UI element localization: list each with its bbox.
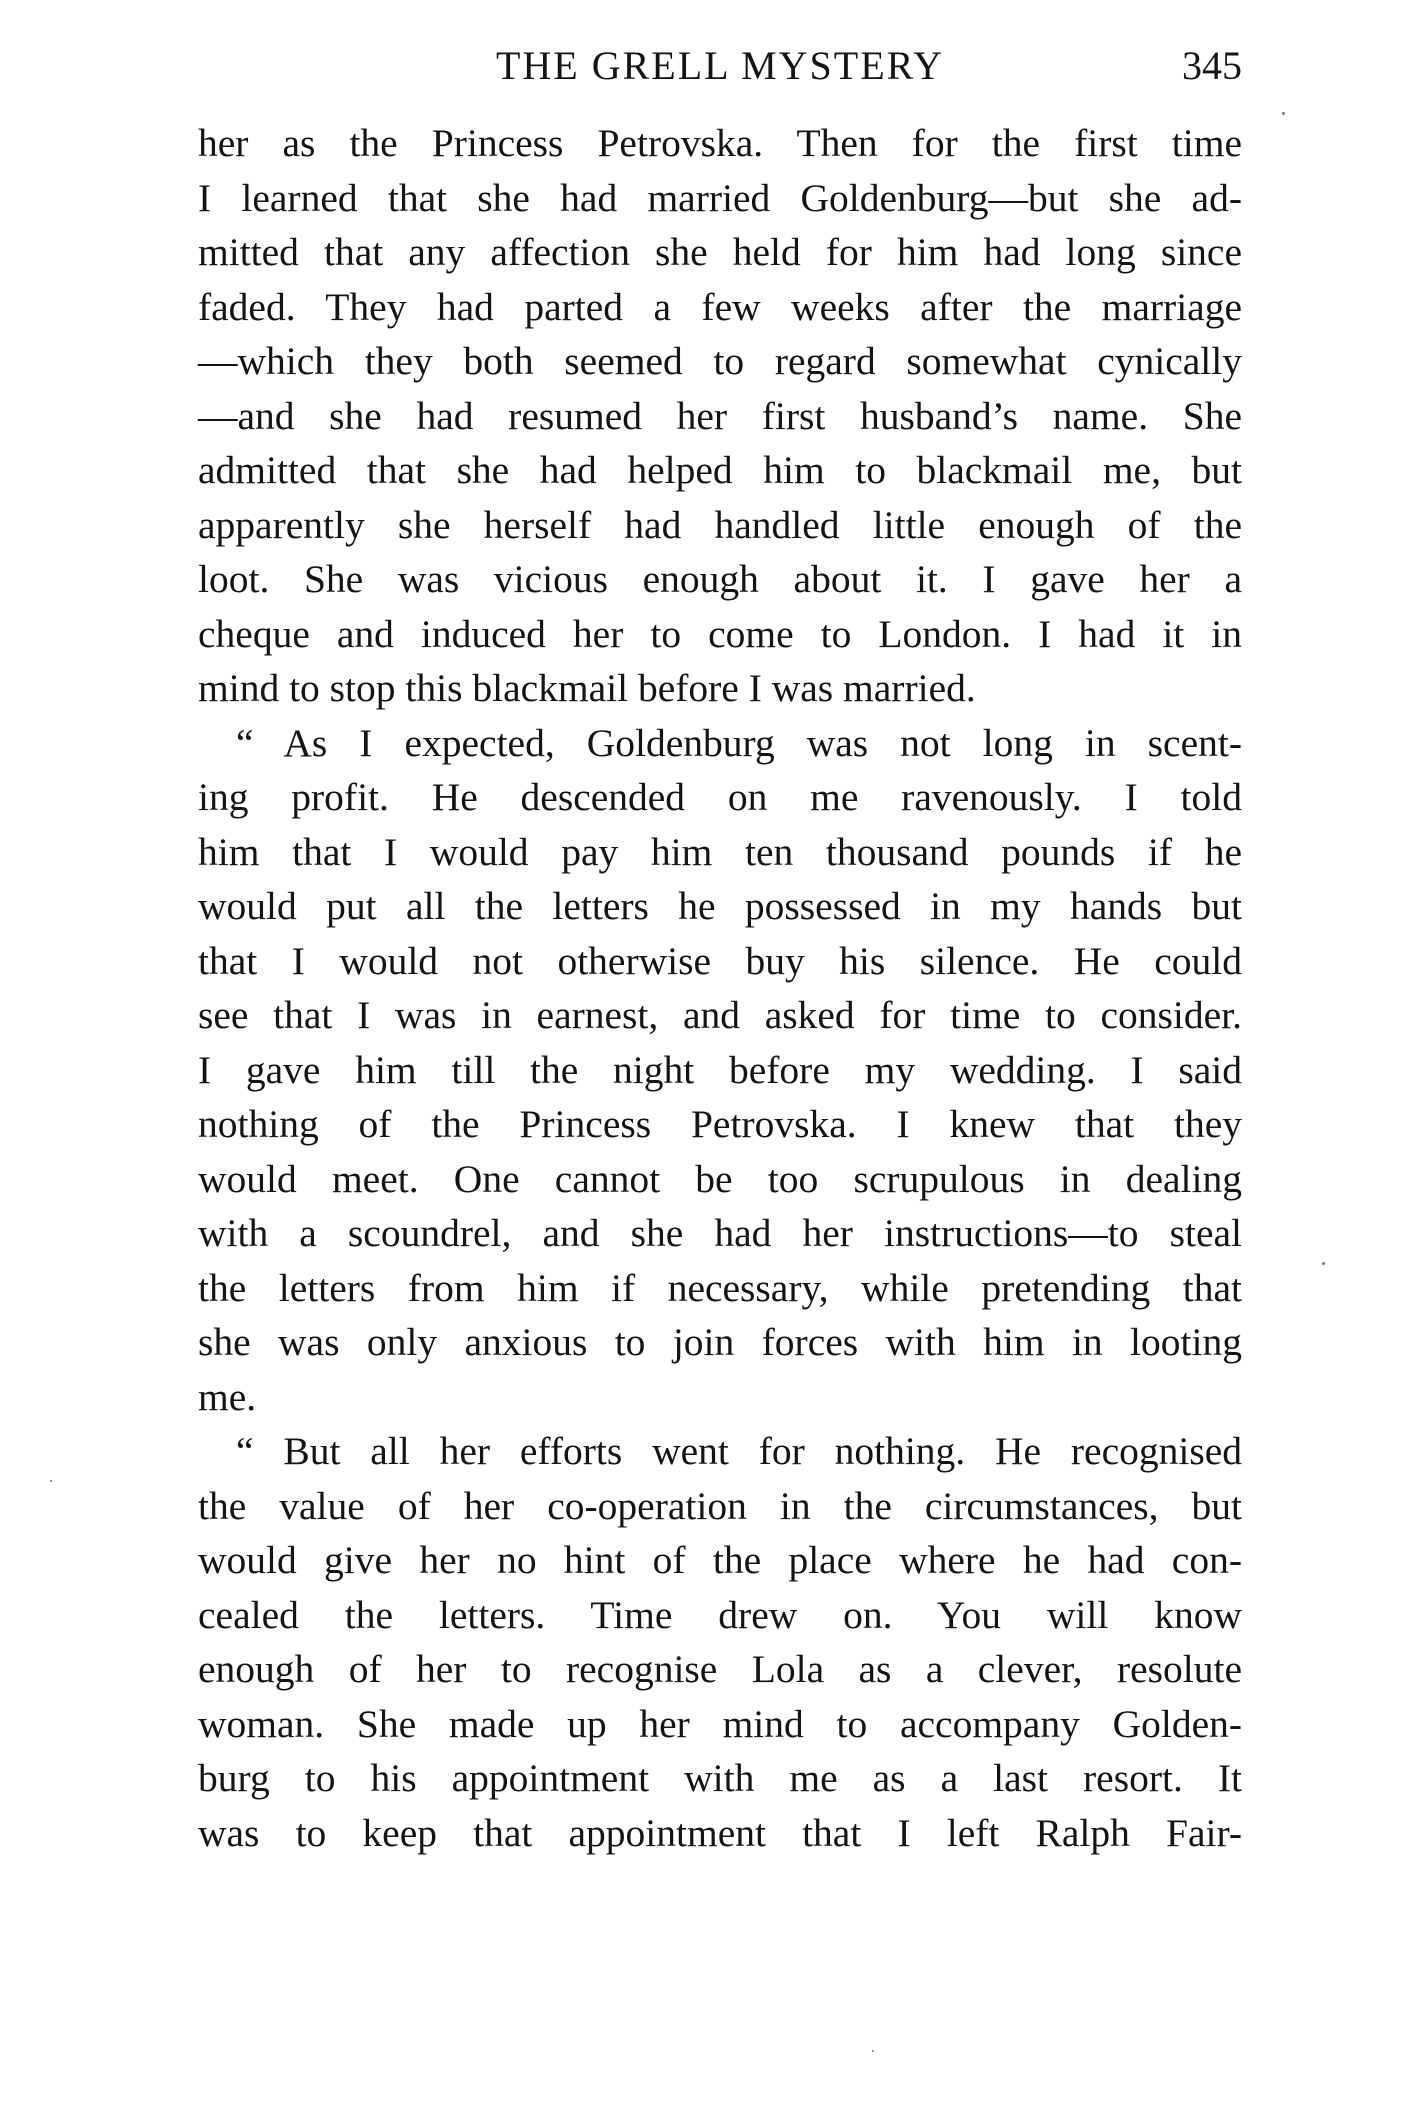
paper-speck — [1282, 112, 1285, 115]
text-line: was to keep that appointment that I left Ralph Fair- — [198, 1810, 1242, 1855]
text-line: she was only anxious to join forces with him in looting — [198, 1320, 1242, 1364]
text-line: cheque and induced her to come to London. I had it in — [198, 611, 1242, 656]
text-line: him that I would pay him ten thousand pounds if he — [198, 829, 1242, 874]
text-line: nothing of the Princess Petrovska. I knew that they — [198, 1102, 1242, 1146]
text-line: I learned that she had married Goldenburg—but she ad- — [198, 175, 1242, 220]
running-title: THE GRELL MYSTERY — [495, 43, 945, 88]
text-line: would give her no hint of the place where he had con- — [198, 1538, 1242, 1582]
text-line: enough of her to recognise Lola as a clever, resolute — [198, 1647, 1242, 1691]
text-line: the letters from him if necessary, while pretending that — [198, 1265, 1242, 1310]
text-line: her as the Princess Petrovska. Then for the first time — [198, 121, 1242, 165]
text-line: loot. She was vicious enough about it. I gave her a — [198, 557, 1242, 601]
text-line: burg to his appointment with me as a last resort. It — [198, 1756, 1242, 1800]
paper-speck — [50, 1480, 52, 1482]
text-line: —and she had resumed her first husband’s name. She — [198, 393, 1242, 438]
page-number: 345 — [1182, 43, 1242, 88]
text-line: “ But all her efforts went for nothing. He recognised — [236, 1429, 1242, 1473]
body-text — [198, 116, 1242, 1860]
text-line: apparently she herself had handled little enough of the — [198, 502, 1242, 547]
text-line: cealed the letters. Time drew on. You will know — [198, 1592, 1242, 1637]
text-line: “ As I expected, Goldenburg was not long in scent- — [236, 720, 1242, 765]
text-line: mitted that any affection she held for him had long since — [198, 230, 1242, 274]
text-line: me. — [198, 1374, 257, 1419]
text-line: that I would not otherwise buy his silence. He could — [198, 938, 1242, 983]
text-line: the value of her co-operation in the circumstances, but — [198, 1483, 1242, 1528]
text-line: ing profit. He descended on me ravenously. I told — [198, 775, 1242, 819]
text-line: with a scoundrel, and she had her instructions—to steal — [198, 1211, 1242, 1255]
text-line: would put all the letters he possessed in my hands but — [198, 884, 1242, 928]
text-line: woman. She made up her mind to accompany Golden- — [198, 1701, 1242, 1746]
text-line: I gave him till the night before my wedding. I said — [198, 1047, 1242, 1092]
paper-speck — [872, 2050, 874, 2052]
paper-speck — [1322, 1262, 1325, 1265]
running-head — [198, 38, 1242, 94]
text-line: mind to stop this blackmail before I was married. — [198, 666, 976, 710]
text-line: admitted that she had helped him to blackmail me, but — [198, 448, 1242, 492]
text-line: —which they both seemed to regard somewhat cynically — [198, 339, 1242, 383]
text-line: would meet. One cannot be too scrupulous in dealing — [198, 1156, 1242, 1201]
text-line: faded. They had parted a few weeks after the marriage — [198, 284, 1242, 329]
text-line: see that I was in earnest, and asked for time to consider. — [198, 993, 1242, 1037]
